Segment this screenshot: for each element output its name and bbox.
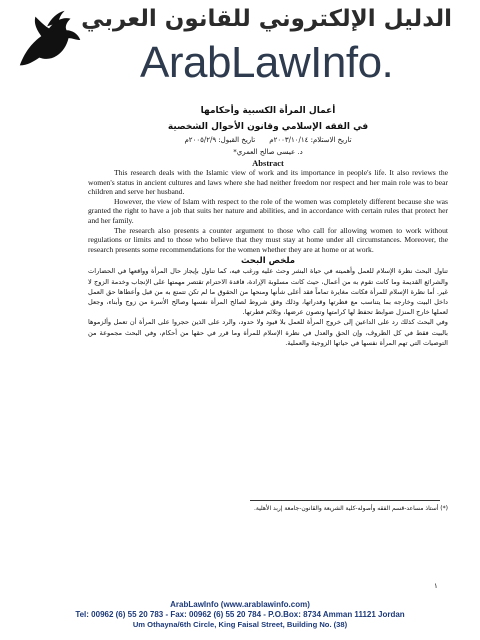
arabic-summary — [88, 266, 448, 348]
abstract-paragraph: The research also presents a counter argument to those who call for allowing women to work without regulations or limits and to those who believe that they must stay at home under all circumstances. Moreover, the research presents some recommendations for the women whether they are at home or at work. — [88, 225, 448, 254]
arabic-summary-heading: ملخص البحث — [240, 256, 296, 267]
footer — [0, 600, 480, 629]
accepted-date: تاريخ القبول: ٢٠٠٥/٢/٩م — [184, 136, 256, 144]
footnote: (*) أستاذ مساعد-قسم الفقه وأصوله-كلية الشريعة والقانون-جامعة إربد الأهلية. — [253, 505, 448, 512]
footer-contact: Tel: 00962 (6) 55 20 783 - Fax: 00962 (6) 55 20 784 - P.O.Box: 8734 Amman 11121 Jordan — [75, 610, 405, 619]
footnote-divider — [250, 500, 440, 501]
received-date: تاريخ الاستلام: ٢٠٠٣/١٠/١٤م — [269, 136, 352, 144]
article-title: أعمال المرأة الكسبية وأحكامها — [200, 106, 336, 116]
english-abstract — [88, 168, 448, 254]
article-body — [88, 106, 448, 348]
footer-address: Um Othayna/6th Circle, King Faisal Street, Building No. (38) — [132, 620, 348, 629]
horse-logo-icon — [12, 6, 90, 76]
dates-row — [88, 136, 448, 144]
article-subtitle: في الفقه الإسلامي وقانون الأحوال الشخصية — [167, 122, 369, 132]
arabic-paragraph: وفي البحث كذلك رد على الداعين إلى خروج المرأة للعمل بلا قيود ولا حدود، والرد على الذين حجروا على المرأة أن تعمل وألزموها بالبيت فقط في كل الظروف، وإن الحق والعدل في نظرة الإسلام للمرأة وما قرر في حقها من أحكام، وفي البحث مجموعة من التوصيات التي تهم المرأة نفسها في حياتها الزوجية والعملية. — [88, 318, 448, 347]
author-name: د. عيسى صالح العمري* — [233, 148, 303, 156]
latin-brand-title: ArabLawInfo. — [140, 38, 394, 87]
footer-site: ArabLawInfo (www.arablawinfo.com) — [170, 600, 310, 609]
abstract-heading: Abstract — [252, 158, 284, 168]
abstract-paragraph: However, the view of Islam with respect to the role of the women was completely different because she was granted the right to have a job that suits her nature and abilities, and in accordance with certain rules that protect her and her family. — [88, 196, 448, 225]
header — [0, 0, 480, 100]
abstract-paragraph: This research deals with the Islamic view of work and its importance in people's life. It also reviews the women's status in ancient cultures and laws where she had neither freedom nor respect and her main role was to bear children and serve her husband. — [88, 168, 448, 197]
page-number: ١ — [434, 582, 438, 590]
arabic-brand-title: الدليل الإلكتروني للقانون العربي — [81, 6, 452, 32]
arabic-paragraph: تناول البحث نظرة الإسلام للعمل وأهميته في حياة البشر وحث عليه ورغب فيه، كما تناول بإيجاز حال المرأة وواقعها في الحضارات والشرائع القديمة وما كانت تقوم به من أعمال، حيث كانت مسلوبة الإرادة، فاقدة الاحترام تقتصر مهمتها على الإنجاب وخدمة الزوج لا غير. أما نظرة الإسلام للمرأة فكانت مغايرة تماماً فقد أعلى شأنها ومنحها من الحقوق ما لم تكن تتمتع به من قبل وأعطاها حق العمل داخل البيت وخارجه بما يتناسب مع فطرتها وقدراتها، وذلك وفق شروط لصالح المرأة نفسها وصالح الأسرة من زوج وأبناء، وجعل لعملها خارج المنزل ضوابط تحفظ لها كرامتها وتصون عرضها، وتلائم فطرتها. — [88, 267, 448, 317]
